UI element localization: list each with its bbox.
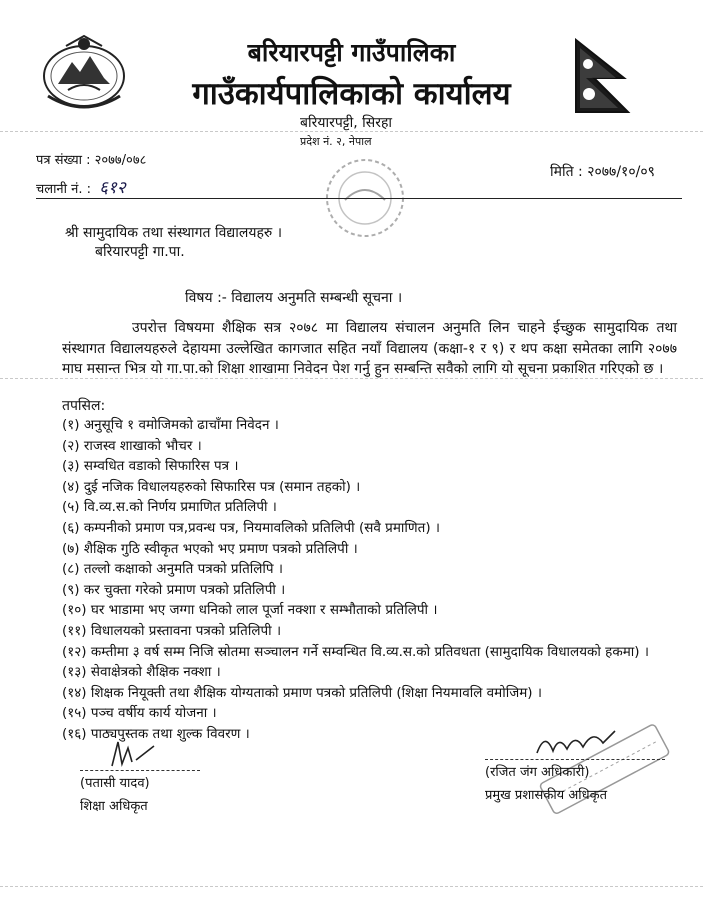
recipient-line-1: श्री सामुदायिक तथा संस्थागत विद्यालयहरु । [65, 225, 283, 241]
patra-sankhya: पत्र संख्या : २०७७/०७८ [36, 153, 147, 168]
signature-line [485, 759, 665, 760]
list-item: (१) अनुसूचि १ वमोजिमको ढाचाँमा निवेदन । [62, 417, 279, 433]
tapasil-label: तपसिल: [62, 398, 106, 414]
chalani-row [36, 175, 126, 198]
date-label: मिति : २०७७/१०/०९ [550, 164, 655, 180]
nepal-flag-icon [572, 38, 632, 114]
body-paragraph: उपरोत्त विषयमा शैक्षिक सत्र २०७८ मा विद्यालय संचालन अनुमति लिन चाहने ईच्छुक सामुदायिक तथा संस्थागत विद्यालयहरुले देहायमा उल्लेखित कागजात सहित नयाँ विद्यालय (कक्षा-१ र ९) र थप कक्षा समेतका लागि २०७७ माघ मसान्त भित्र यो गा.पा.को शिक्षा शाखामा निवेदन पेश गर्नु हुन सम्बन्ति सवैको लागि यो सूचना प्रकाशित गरिएको छ । [62, 320, 677, 377]
requirements-list [62, 415, 684, 745]
office-address: बरियारपट्टी, सिरहा [300, 115, 393, 131]
list-item: (६) कम्पनीको प्रमाण पत्र,प्रवन्ध पत्र, नियमावलिको प्रतिलिपी (सवै प्रमाणित) । [62, 519, 441, 536]
list-item: (५) वि.व्य.स.को निर्णय प्रमाणित प्रतिलिपी । [62, 499, 277, 516]
list-item: (१४) शिक्षक नियूक्ती तथा शैक्षिक योग्यताको प्रमाण पत्रको प्रतिलिपी (शिक्षा नियमावलि वमोजिम) । [62, 684, 542, 701]
list-item: (१०) घर भाडामा भए जग्गा धनिको लाल पूर्जा नक्शा र सम्भौताको प्रतिलिपी । [62, 602, 438, 619]
list-item: (९) कर चुक्ता गरेको प्रमाण पत्रको प्रतिलिपी । [62, 581, 286, 598]
list-item: (१३) सेवाक्षेत्रको शैक्षिक नक्शा । [62, 664, 221, 681]
signature-scribble-icon [531, 725, 621, 759]
municipality-title: बरियारपट्टी गाउँपालिका [247, 38, 456, 67]
signatory-name-left: (पतासी यादव) [80, 776, 150, 791]
scan-artifact-line [0, 886, 703, 887]
list-item: (१६) पाठ्यपुस्तक तथा शुल्क विवरण । [62, 725, 250, 742]
signatory-title-right: प्रमुख प्रशासकीय अधिकृत [485, 788, 608, 803]
list-item: (४) दुई नजिक विधालयहरुको सिफारिस पत्र (समान तहको) । [62, 478, 361, 495]
chalani-number: ६१२ [99, 178, 126, 198]
list-item: (१५) पञ्च वर्षीय कार्य योजना । [62, 705, 217, 722]
signature-scribble-icon [102, 738, 162, 770]
province-label: प्रदेश नं. २, नेपाल [300, 135, 372, 148]
scan-artifact-line [0, 131, 703, 132]
signatory-title-left: शिक्षा अधिकृत [80, 799, 148, 814]
list-item: (३) सम्वधित वडाको सिफारिस पत्र । [62, 458, 239, 475]
list-item: (२) राजस्व शाखाको भौचर । [62, 437, 202, 454]
list-item: (७) शैक्षिक गुठि स्वीकृत भएको भए प्रमाण पत्रको प्रतिलिपी । [62, 540, 358, 557]
header-divider [36, 198, 682, 199]
chalani-label: चलानी नं. : [36, 182, 92, 197]
signatory-name-right: (रजित जंग अधिकारी) [485, 765, 590, 780]
office-title: गाउँकार्यपालिकाको कार्यालय [192, 76, 511, 112]
list-item: (८) तल्लो कक्षाको अनुमति पत्रको प्रतिलिपि । [62, 561, 284, 578]
recipient-line-2: बरियारपट्टी गा.पा. [95, 244, 185, 260]
signature-block-right [485, 725, 665, 803]
list-item: (१२) कम्तीमा ३ वर्ष सम्म निजि स्रोतमा सञ्चालन गर्ने सम्वन्धित वि.व्य.स.को प्रतिवधता (सामुदायिक विधालयको हकमा) । [62, 643, 649, 660]
list-item: (११) विधालयको प्रस्तावना पत्रको प्रतिलिपी । [62, 622, 282, 639]
signature-block-left [80, 738, 200, 814]
signature-line [80, 770, 200, 771]
subject-line: विषय :- विद्यालय अनुमति सम्बन्धी सूचना । [185, 290, 403, 306]
